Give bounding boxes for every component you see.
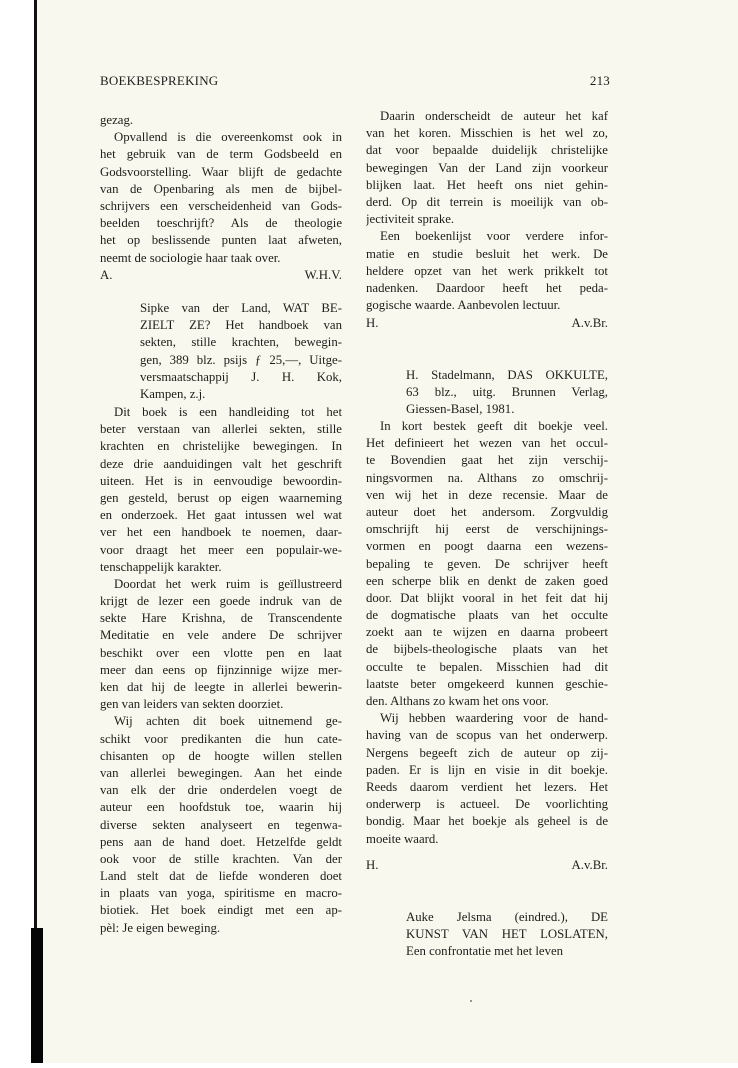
- text-line: deze drie aanduidingen valt het geschrift: [100, 456, 342, 471]
- text-line: blijken laat. Het heeft ons niet gehin-: [366, 177, 608, 192]
- paragraph: [366, 418, 608, 710]
- signature-author: A.v.Br.: [571, 858, 608, 872]
- paragraph: [366, 228, 608, 314]
- text-line: dat voor bepaalde duidelijk christelijke: [366, 143, 608, 158]
- right-column-review-continuation: [366, 108, 608, 314]
- text-line: paden. Er is lijn en visie in dit boekje.: [366, 762, 608, 777]
- text-line: ver het een handboek te noemen, daar-: [100, 525, 342, 540]
- text-line: ook voor de stille krachten. Van der: [100, 851, 342, 866]
- text-line: auteur doet het andersom. Zorgvuldig: [366, 504, 608, 519]
- text-line: te Bovendien gaat het zijn verschij-: [366, 453, 608, 468]
- text-line: en onderzoek. Het gaat intussen wel wat: [100, 508, 342, 523]
- text-line: occulte te bepalen. Misschien had dit: [366, 659, 608, 674]
- text-line: Wij achten dit boek uitnemend ge-: [114, 714, 342, 729]
- text-line: jectiviteit sprake.: [366, 212, 455, 227]
- running-head-title: BOEKBESPREKING: [100, 73, 219, 88]
- text-line: moeite waard.: [366, 831, 439, 846]
- text-line: den. Althans zo kwam het ons voor.: [366, 694, 549, 708]
- paragraph: [366, 108, 608, 228]
- text-line: beter verstaan van allerlei sekten, stille: [100, 422, 342, 437]
- page-number: 213: [589, 73, 610, 88]
- text-line: de dogmatische plaats van het occulte: [366, 608, 608, 623]
- heading-line: Giessen-Basel, 1981.: [406, 402, 515, 417]
- signature-author: A.v.Br.: [571, 316, 608, 330]
- text-line: Godsvoorstelling. Waar blijft de gedachte: [100, 164, 342, 179]
- signature-initial: H.: [366, 316, 379, 330]
- heading-line: Kampen, z.j.: [140, 386, 206, 401]
- text-line: de bijbels-theologische plaats van het: [366, 642, 608, 657]
- heading-line: KUNST VAN HET LOSLATEN,: [406, 927, 608, 942]
- text-line: pens aan de hand doet. Hetzelfde geldt: [100, 834, 342, 849]
- heading-line: 63 blz., uitg. Brunnen Verlag,: [406, 385, 608, 400]
- text-line: nadenken. Daardoor heeft het peda-: [366, 280, 608, 295]
- text-line: auteur een hoofdstuk toe, waarin hij: [100, 800, 342, 815]
- text-line: van elk der drie onderdelen voegt de: [100, 783, 342, 798]
- text-line: Land stelt dat de liefde wonderen doet: [100, 869, 342, 884]
- text-line: pèl: Je eigen beweging.: [100, 920, 221, 935]
- heading-line: versmaatschappij J. H. Kok,: [140, 369, 342, 384]
- text-line: zoekt aan te wijzen en daarna probeert: [366, 625, 608, 640]
- text-line: het gebruik van de term Godsbeeld en: [100, 147, 342, 162]
- text-line: beschikt over een vlotte pen en laat: [100, 645, 342, 660]
- text-line: diverse sekten analyseert en tegenwa-: [100, 817, 342, 832]
- text-line: schikt voor predikanten die hun cate-: [100, 731, 342, 746]
- text-line: chisanten op de hoogte willen stellen: [100, 748, 342, 763]
- text-line: matie en studie besluit het werk. De: [366, 246, 608, 261]
- text-line: heldere opzet van het werk prikkelt tot: [366, 263, 608, 278]
- text-line: meer dan eens op fijnzinnige wijze mer-: [100, 662, 342, 677]
- text-line: door. Dat blijkt vooral in het feit dat hij: [366, 590, 608, 605]
- text-line: Opvallend is die overeenkomst ook in: [114, 130, 342, 145]
- text-line: Een boekenlijst voor verdere infor-: [380, 229, 608, 244]
- text-line: schrijvers een verscheidenheid van Gods-: [100, 198, 342, 213]
- text-line: Wij hebben waardering voor de hand-: [380, 711, 608, 726]
- heading-line: sekten, stille krachten, bewegin-: [140, 335, 342, 350]
- text-line: Daarin onderscheidt de auteur het kaf: [380, 109, 608, 123]
- text-line: Reeds daarom verdient het lezers. Het: [366, 779, 608, 794]
- heading-line: H. Stadelmann, DAS OKKULTE,: [406, 368, 608, 382]
- text-line: van de Openbaring als men de bijbel-: [100, 181, 342, 196]
- text-line: uiteen. Het is in eenvoudige bewoordin-: [100, 473, 342, 488]
- heading-line: Sipke van der Land, WAT BE-: [140, 301, 342, 315]
- book-heading-van-der-land: [140, 300, 342, 403]
- text-line: een scherpe blik en denkt de zaken goed: [366, 573, 608, 588]
- paragraph: [100, 576, 342, 714]
- page-binding-edge-shadow: [31, 928, 43, 1063]
- right-column-review-body: [366, 418, 608, 848]
- text-line: derd. Op dit terrein is moeilijk van ob-: [366, 194, 608, 209]
- signature-author: W.H.V.: [304, 268, 342, 282]
- text-line: neemt de sociologie haar taak over.: [100, 250, 281, 265]
- heading-line: gen, 389 blz. psijs ƒ 25,—, Uitge-: [140, 352, 342, 367]
- text-line: sekte Hare Krishna, de Transcendente: [100, 611, 342, 626]
- text-line: onderwerp is actueel. De voorlichting: [366, 797, 608, 812]
- text-line: bepaling te geven. De schrijver heeft: [366, 556, 608, 571]
- page-binding-edge: [34, 0, 37, 930]
- text-line: ven wij het in deze recensie. Maar de: [366, 487, 608, 502]
- text-line: Meditatie en vele andere De schrijver: [100, 628, 342, 643]
- review-signature: [366, 315, 608, 332]
- text-line: van allerlei bewegingen. Aan het einde: [100, 765, 342, 780]
- scan-speck: [470, 1000, 472, 1002]
- text-line: bondig. Maar het boekje als geheel is de: [366, 814, 608, 829]
- text-line: omschrijft hij eerst de verschijnings-: [366, 522, 608, 537]
- paragraph: [100, 112, 342, 129]
- book-heading-jelsma: [406, 909, 608, 961]
- text-line: laatste beter omgekeerd kunnen geschie-: [366, 676, 608, 691]
- paragraph: [100, 404, 342, 576]
- heading-line: Auke Jelsma (eindred.), DE: [406, 910, 608, 924]
- text-line: voor draagt het meer een populair-we-: [100, 542, 342, 557]
- text-line: Nergens begeeft zich de auteur op zij-: [366, 745, 608, 760]
- text-line: In kort bestek geeft dit boekje veel.: [380, 419, 608, 433]
- text-line: gogische waarde. Aanbevolen lectuur.: [366, 298, 561, 313]
- text-line: Doordat het werk ruim is geïllustreerd: [114, 576, 342, 591]
- review-signature: [366, 857, 608, 874]
- text-line: vormen en poogt daarna een wezens-: [366, 539, 608, 554]
- book-heading-stadelmann: [406, 367, 608, 419]
- text-line: biotiek. Het boek eindigt met een ap-: [100, 903, 342, 918]
- text-line: krijgt de lezer een goede indruk van de: [100, 594, 342, 609]
- text-line: ningsvormen na. Althans zo omschrij-: [366, 470, 608, 485]
- text-line: het op beslissende punten laat afweten,: [100, 233, 342, 248]
- text-line: in plaats van yoga, spiritisme en macro-: [100, 886, 342, 901]
- paragraph: [100, 713, 342, 936]
- text-line: gen van leiders van sekten doorziet.: [100, 697, 284, 712]
- text-line: gezag.: [100, 113, 134, 127]
- heading-line: Een confrontatie met het leven: [406, 944, 564, 959]
- signature-initial: A.: [100, 268, 113, 282]
- paragraph: [100, 129, 342, 267]
- text-line: having van de scopus van het onderwerp.: [366, 728, 608, 743]
- text-line: ken dat hij de leegte in allerlei bewerin-: [100, 680, 342, 694]
- text-line: bewegingen Van der Land zijn voorkeur: [366, 160, 608, 175]
- text-line: krachten en christelijke bewegingen. In: [100, 439, 342, 454]
- heading-line: ZIELT ZE? Het handboek van: [140, 318, 342, 333]
- text-line: Het definieert het wezen van het occul-: [366, 436, 608, 451]
- text-line: beelden toeschrijft? Als de theologie: [100, 216, 342, 231]
- paragraph: [366, 710, 608, 848]
- text-line: gen gesteld, berust op eigen waarneming: [100, 490, 342, 505]
- signature-initial: H.: [366, 858, 379, 872]
- text-line: van het koren. Misschien is het wel zo,: [366, 126, 608, 141]
- text-line: Dit boek is een handleiding tot het: [114, 405, 342, 419]
- left-column-review-body: [100, 404, 342, 937]
- left-column-intro: [100, 112, 342, 267]
- review-signature: [100, 267, 342, 284]
- text-line: tenschappelijk karakter.: [100, 559, 222, 574]
